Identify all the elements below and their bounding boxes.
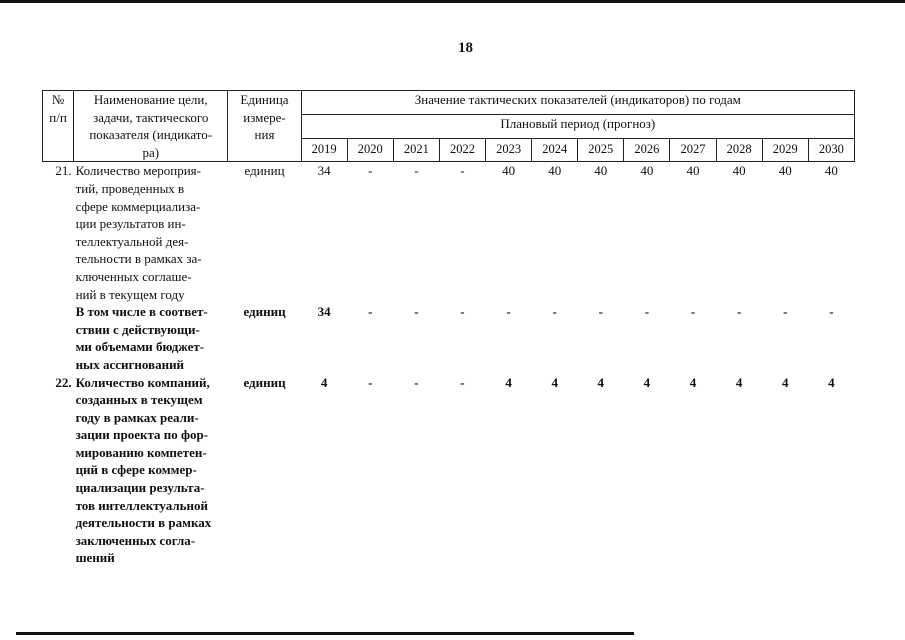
header-year: 2025 [578, 138, 624, 162]
value-cell: 4 [551, 374, 558, 390]
row-number: 22. [55, 374, 72, 390]
indicator-name [74, 162, 228, 303]
header-year: 2019 [301, 138, 347, 162]
value-cell: 4 [597, 374, 605, 390]
header-year: 2030 [808, 138, 854, 162]
indicator-name-text: Количество компаний, созданных в текущем году в рамках реали- зации проекта по фор- мированию компетен- ций в сфере коммер- циализации результа- тов интеллектуальной деятельности в рамках заключенных согла- шений [75, 374, 212, 566]
value-cell: - [460, 163, 465, 179]
header-unit: Единица измере- ния [228, 91, 301, 162]
value-cell: 4 [828, 374, 835, 390]
header-year: 2026 [624, 138, 670, 162]
value-cell: 34 [317, 304, 331, 320]
header-name: Наименование цели, задачи, тактического показателя (индикато- ра) [74, 91, 228, 162]
value-cell: 40 [502, 163, 516, 179]
value-cell: - [460, 374, 465, 390]
value-cell: 40 [594, 163, 608, 179]
value-cell: - [460, 304, 465, 320]
value-cell: - [829, 304, 834, 320]
value-cell: 40 [824, 163, 838, 179]
value-cell: 4 [643, 374, 651, 390]
value-cell: 4 [735, 374, 743, 390]
value-cell: 40 [732, 163, 746, 179]
value-cell: - [783, 304, 788, 320]
table-body [43, 162, 855, 567]
header-period: Плановый период (прогноз) [301, 114, 854, 138]
header-year: 2023 [486, 138, 532, 162]
top-rule [0, 0, 905, 3]
value-cell: 40 [640, 163, 654, 179]
value-cell: - [506, 304, 511, 320]
header-year: 2027 [670, 138, 716, 162]
header-year: 2029 [762, 138, 808, 162]
header-year: 2021 [393, 138, 439, 162]
unit-cell: единиц [243, 374, 286, 390]
bottom-rule [16, 632, 634, 635]
unit-cell: единиц [244, 163, 285, 179]
value-cell: 40 [778, 163, 792, 179]
header-values-title: Значение тактических показателей (индикаторов) по годам [301, 91, 854, 115]
indicator-name-text: Количество мероприя- тий, проведенных в сфере коммерциализа- ции результатов ин- теллектуальной дея- тельности в рамках за- ключенных соглаше- ний в текущем году [75, 163, 202, 302]
value-cell: 4 [781, 374, 789, 390]
table-row [43, 162, 855, 303]
value-cell: 40 [686, 163, 700, 179]
indicator-name [74, 303, 228, 373]
header-year: 2022 [439, 138, 485, 162]
unit-cell: единиц [243, 304, 286, 320]
value-cell: - [690, 304, 696, 320]
header-year: 2028 [716, 138, 762, 162]
page-number: 18 [458, 40, 473, 56]
value-cell: - [414, 304, 419, 320]
row-number [43, 303, 74, 373]
value-cell: - [736, 304, 742, 320]
value-cell: - [368, 163, 373, 179]
value-cell: 4 [320, 374, 328, 390]
table-row [43, 303, 855, 373]
value-cell: - [598, 304, 603, 320]
indicator-name [74, 374, 228, 568]
value-cell: 4 [689, 374, 697, 390]
indicators-table [42, 90, 855, 567]
row-number: 21. [55, 163, 72, 179]
header-year: 2024 [532, 138, 578, 162]
value-cell: - [644, 304, 650, 320]
header-year: 2020 [347, 138, 393, 162]
value-cell: 40 [548, 163, 562, 179]
value-cell: 4 [505, 374, 512, 390]
value-cell: - [414, 374, 419, 390]
table-row [43, 374, 855, 568]
value-cell: 34 [317, 163, 331, 179]
value-cell: - [552, 304, 557, 320]
value-cell: - [368, 304, 373, 320]
header-no: № п/п [43, 91, 74, 162]
indicator-name-text: В том числе в соответ- ствии с действующи- ми объемами бюджет- ных ассигнований [75, 304, 208, 372]
value-cell: - [414, 163, 419, 179]
value-cell: - [368, 374, 373, 390]
